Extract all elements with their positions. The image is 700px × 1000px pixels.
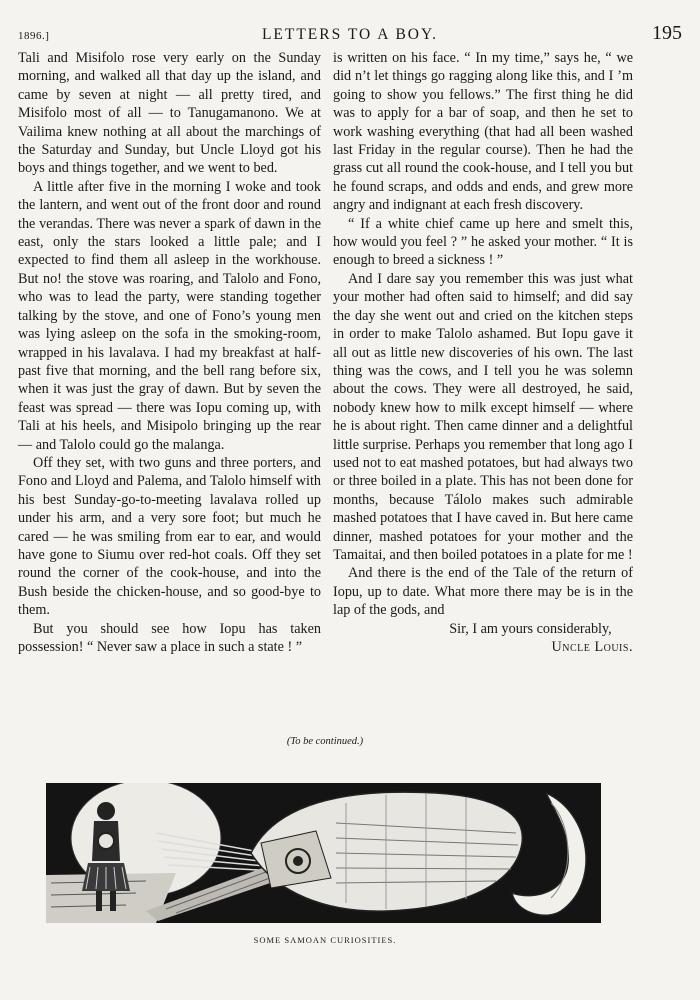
page-number: 195	[652, 22, 682, 44]
paragraph: A little after five in the morning I woke and took the lantern, and went out of the front door and round the verandas. There was never a spark of dawn in the east, only the stars looked a little pale; and I expected to find them all asleep in the workhouse. But no! the stove was roaring, and Talolo and Fono, who was to lead the party, were standing together talking by the stove, and one of Fono’s young men was lying asleep on the sofa in the smoking-room, wrapped in his lavalava. I had my breakfast at half-past five that morning, and the bell rang before six, when it was just the gray of dawn. But by seven the feast was spread — there was Iopu coming up, with Tali at his heels, and Misipolo bringing up the rear — and Talolo could go the malanga.	[18, 178, 321, 453]
paragraph: Tali and Misifolo rose very early on the Sunday morning, and walked all that day up the island, and came by seven at night — all pretty tired, and Misifolo most of all — to Tanugamanono. We at Vailima knew nothing at all about the marchings of the Saturday and Sunday, but Uncle Lloyd got his boys and things together, and we went to bed.	[18, 50, 321, 177]
running-header	[18, 22, 682, 50]
header-year: 1896.]	[18, 30, 50, 42]
illustration-caption: SOME SAMOAN CURIOSITIES.	[253, 935, 397, 945]
signature: Uncle Louis.	[551, 639, 633, 655]
running-title: LETTERS TO A BOY.	[261, 26, 439, 43]
paragraph: And there is the end of the Tale of the return of Iopu, up to date. What more there may be is in the lap of the gods, and	[333, 565, 633, 619]
paragraph: is written on his face. “ In my time,” says he, “ we did n’t let things go ragging along like this, and I ’m going to show you fellows.” The first thing he did was to apply for a bar of soap, and then he set to work washing everything (that had all been washed last Friday in the regular course). Then he had the grass cut all round the cook-house, and I tell you but he found scraps, and odds and ends, and grew more angry and indignant at each fresh discovery.	[333, 50, 633, 214]
left-column	[18, 49, 321, 656]
right-column	[333, 49, 633, 656]
illustration-drawing	[46, 783, 601, 923]
paragraph: And I dare say you remember this was just what your mother had often said to himself; and did say the day she went out and cried on the kitchen steps in order to make Talolo ashamed. But Iopu gave it all out as little new discoveries of his own. The last thing was the cows, and I tell you he was solemn about the cows. They were all destroyed, he said, nobody knew how to milk except himself — where he is about right. Then came dinner and a delightful little surprise. Perhaps you remember that long ago I used not to eat mashed potatoes, but had always two or three boiled in a plate. This has not been done for months, because Tálolo makes such admirable mashed potatoes that I have caved in. But here came dinner, mashed potatoes for your mother and the Tamaitai, and then boiled potatoes in a plate for me !	[333, 270, 633, 563]
paragraph: But you should see how Iopu has taken possession! “ Never saw a place in such a state ! ”	[18, 620, 321, 655]
samoan-curiosities-illustration	[46, 783, 601, 923]
to-be-continued-note: (To be continued.)	[286, 736, 364, 747]
signoff: Sir, I am yours considerably,	[449, 620, 612, 637]
paragraph: Off they set, with two guns and three porters, and Fono and Lloyd and Palema, and Talolo himself with his best Sunday-go-to-meeting lavalava rolled up under his arm, and a very sore foot; but much he cared — he was smiling from ear to ear, and would have gone to Siumu over red-hot coals. Off they set round the corner of the cook-house, and into the Bush beside the chicken-house, and so good-bye to them.	[18, 454, 321, 619]
paragraph: “ If a white chief came up here and smelt this, how would you feel ? ” he asked your mother. “ It is enough to breed a sickness ! ”	[333, 215, 633, 269]
